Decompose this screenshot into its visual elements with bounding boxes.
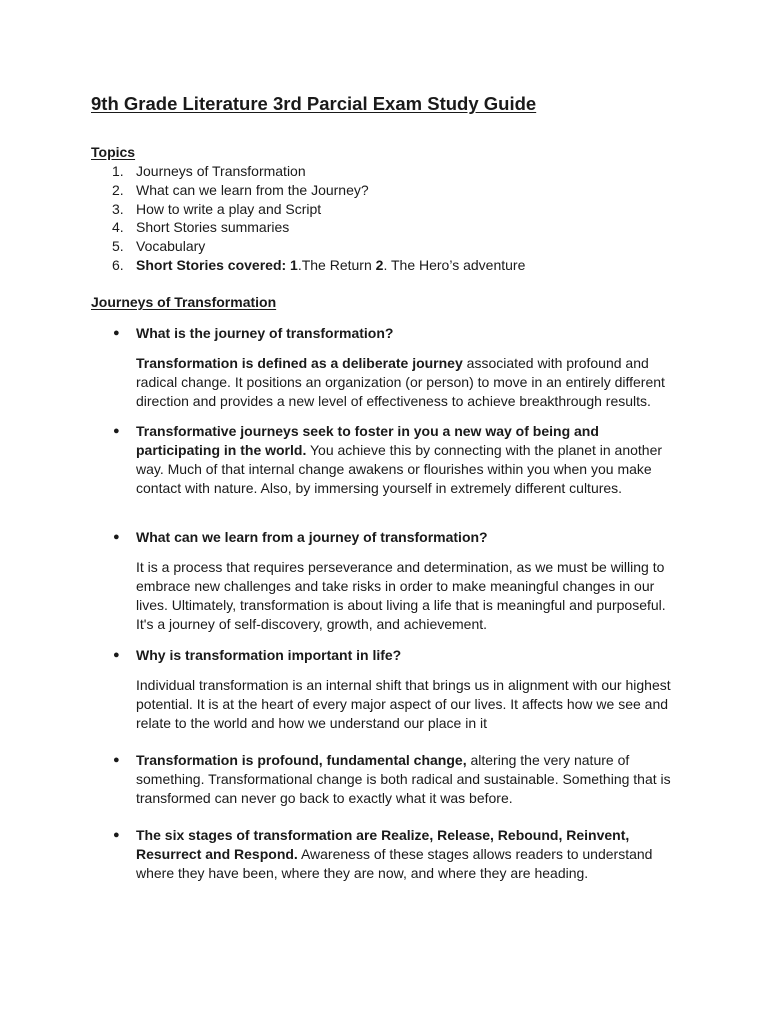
bullet-icon: ● [113, 754, 120, 766]
question: Why is transformation important in life? [136, 647, 402, 663]
list-item: 6. Short Stories covered: 1.The Return 2. The Hero’s adventure [112, 256, 526, 273]
list-item: 2. What can we learn from the Journey? [112, 181, 369, 198]
page-title: 9th Grade Literature 3rd Parcial Exam Study Guide [91, 93, 537, 114]
bullet-paragraph: The six stages of transformation are Realize, Release, Rebound, Reinvent, Resurrect and Respond. Awareness of these stages allows readers to understand where they have been, where they are now, and where they are heading. [136, 827, 653, 881]
list-item: 1. Journeys of Transformation [112, 163, 306, 179]
answer-paragraph: It is a process that requires perseverance and determination, as we must be willing to embrace new challenges and take risks in order to make meaningful changes in our lives. Ultimately, transformation is about living a life that is meaningful and purposeful. It's a journey of self-discovery, growth, and achievement. [136, 559, 666, 632]
bullet-paragraph: Transformation is profound, fundamental change, altering the very nature of something. Transformational change is both radical and sustainable. Something that is transformed can never go back to exactly what it was before. [136, 752, 671, 806]
bullet-icon: ● [113, 425, 120, 437]
question: What can we learn from a journey of transformation? [136, 529, 488, 545]
topics-list [91, 162, 525, 275]
answer-paragraph: Transformation is defined as a deliberate journey associated with profound and radical change. It positions an organization (or person) to move in an entirely different direction and provides a new level of effectiveness to achieve breakthrough results. [136, 355, 665, 409]
bullet-icon: ● [113, 829, 120, 841]
bullet-icon: ● [113, 531, 120, 543]
bullet-paragraph: Transformative journeys seek to foster in you a new way of being and participating in the world. You achieve this by connecting with the planet in another way. Much of that internal change awakens or flourishes within you when you make contact with nature. Also, by immersing yourself in extremely different cultures. [136, 423, 663, 496]
answer-paragraph: Individual transformation is an internal shift that brings us in alignment with our highest potential. It is at the heart of every major aspect of our lives. It affects how we see and relate to the world and how we understand our place in it [136, 677, 671, 731]
topics-heading: Topics [91, 144, 136, 160]
section-heading: Journeys of Transformation [91, 294, 277, 310]
list-item: 5. Vocabulary [112, 238, 206, 255]
question: What is the journey of transformation? [136, 325, 394, 341]
list-item: 3. How to write a play and Script [112, 200, 322, 217]
bullet-icon: ● [113, 327, 120, 339]
list-item: 4. Short Stories summaries [112, 219, 290, 236]
bullet-icon: ● [113, 649, 120, 661]
